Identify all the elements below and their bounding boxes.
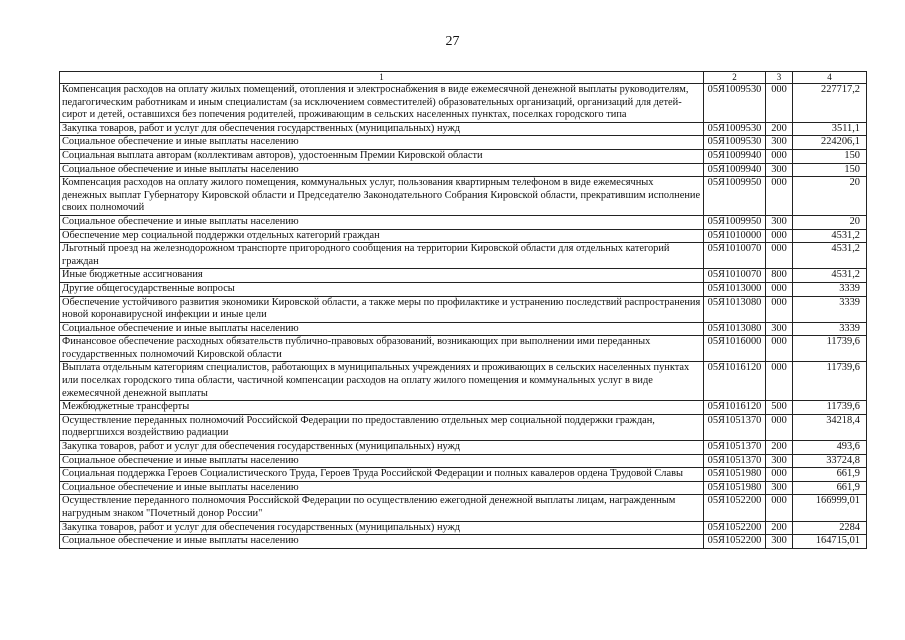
row-expense-type: 000 (766, 282, 793, 296)
row-name: Закупка товаров, работ и услуг для обеспечения государственных (муниципальных) нужд (60, 122, 704, 136)
row-name: Социальное обеспечение и иные выплаты населению (60, 454, 704, 468)
table-row (60, 84, 867, 123)
table-row (60, 441, 867, 455)
table-row (60, 149, 867, 163)
row-amount: 33724,8 (793, 454, 867, 468)
row-amount: 20 (793, 215, 867, 229)
row-amount: 166999,01 (793, 495, 867, 521)
row-name: Выплата отдельным категориям специалистов, работающих в муниципальных учреждениях и проживающих в сельских населенных пунктах или поселках городского типа области, частичной компенсации расходов на оплату жилого помещения и коммунальных услуг в виде ежемесячной денежной выплаты (60, 362, 704, 401)
row-target-code: 05Я1010070 (704, 269, 766, 283)
row-expense-type: 000 (766, 468, 793, 482)
row-name: Социальное обеспечение и иные выплаты населению (60, 163, 704, 177)
row-expense-type: 300 (766, 163, 793, 177)
table-row (60, 215, 867, 229)
column-number-sum: 4 (793, 72, 867, 84)
table-row (60, 414, 867, 440)
row-expense-type: 000 (766, 336, 793, 362)
row-expense-type: 000 (766, 84, 793, 123)
row-target-code: 05Я1052200 (704, 535, 766, 549)
row-expense-type: 300 (766, 322, 793, 336)
table-row (60, 269, 867, 283)
row-target-code: 05Я1051370 (704, 441, 766, 455)
row-expense-type: 000 (766, 495, 793, 521)
row-name: Льготный проезд на железнодорожном транспорте пригородного сообщения на территории Кировской области для отдельных категорий граждан (60, 243, 704, 269)
row-amount: 3511,1 (793, 122, 867, 136)
row-expense-type: 200 (766, 441, 793, 455)
row-amount: 4531,2 (793, 269, 867, 283)
row-name: Обеспечение устойчивого развития экономики Кировской области, а также меры по профилактике и устранению последствий распространения новой коронавирусной инфекции и иные цели (60, 296, 704, 322)
column-number-type: 3 (766, 72, 793, 84)
row-name: Закупка товаров, работ и услуг для обеспечения государственных (муниципальных) нужд (60, 521, 704, 535)
table-row (60, 163, 867, 177)
row-target-code: 05Я1051370 (704, 414, 766, 440)
row-name: Социальное обеспечение и иные выплаты населению (60, 481, 704, 495)
row-amount: 11739,6 (793, 401, 867, 415)
row-target-code: 05Я1009940 (704, 163, 766, 177)
row-name: Социальная поддержка Героев Социалистического Труда, Героев Труда Российской Федерации и полных кавалеров ордена Трудовой Славы (60, 468, 704, 482)
row-amount: 11739,6 (793, 336, 867, 362)
row-target-code: 05Я1009950 (704, 177, 766, 216)
row-expense-type: 300 (766, 454, 793, 468)
row-amount: 4531,2 (793, 243, 867, 269)
row-expense-type: 500 (766, 401, 793, 415)
row-name: Социальное обеспечение и иные выплаты населению (60, 535, 704, 549)
row-expense-type: 200 (766, 122, 793, 136)
row-expense-type: 000 (766, 243, 793, 269)
table-row (60, 362, 867, 401)
row-target-code: 05Я1016120 (704, 401, 766, 415)
row-amount: 493,6 (793, 441, 867, 455)
row-amount: 3339 (793, 296, 867, 322)
row-amount: 661,9 (793, 481, 867, 495)
table-row (60, 243, 867, 269)
table-row (60, 495, 867, 521)
row-target-code: 05Я1009530 (704, 136, 766, 150)
row-expense-type: 000 (766, 229, 793, 243)
table-row (60, 401, 867, 415)
row-amount: 34218,4 (793, 414, 867, 440)
table-row (60, 229, 867, 243)
row-amount: 3339 (793, 282, 867, 296)
row-expense-type: 300 (766, 136, 793, 150)
row-expense-type: 000 (766, 362, 793, 401)
row-amount: 2284 (793, 521, 867, 535)
table-row (60, 296, 867, 322)
row-target-code: 05Я1013000 (704, 282, 766, 296)
row-target-code: 05Я1016000 (704, 336, 766, 362)
row-name: Закупка товаров, работ и услуг для обеспечения государственных (муниципальных) нужд (60, 441, 704, 455)
row-target-code: 05Я1051980 (704, 468, 766, 482)
row-amount: 20 (793, 177, 867, 216)
column-number-code: 2 (704, 72, 766, 84)
table-row (60, 322, 867, 336)
row-expense-type: 000 (766, 296, 793, 322)
row-name: Межбюджетные трансферты (60, 401, 704, 415)
row-name: Обеспечение мер социальной поддержки отдельных категорий граждан (60, 229, 704, 243)
row-name: Компенсация расходов на оплату жилого помещения, коммунальных услуг, пользования квартирным телефоном в виде ежемесячных денежных выплат Губернатору Кировской области и Председателю Законодательного Собрания Кировской области, прекратившим исполнение своих полномочий (60, 177, 704, 216)
row-amount: 4531,2 (793, 229, 867, 243)
table-row (60, 468, 867, 482)
row-target-code: 05Я1051980 (704, 481, 766, 495)
row-name: Иные бюджетные ассигнования (60, 269, 704, 283)
row-target-code: 05Я1010070 (704, 243, 766, 269)
row-amount: 3339 (793, 322, 867, 336)
table-row (60, 535, 867, 549)
table-row (60, 481, 867, 495)
row-target-code: 05Я1016120 (704, 362, 766, 401)
row-target-code: 05Я1009530 (704, 84, 766, 123)
row-name: Социальная выплата авторам (коллективам авторов), удостоенным Премии Кировской области (60, 149, 704, 163)
row-expense-type: 000 (766, 177, 793, 216)
row-expense-type: 800 (766, 269, 793, 283)
row-target-code: 05Я1009940 (704, 149, 766, 163)
budget-table-body (60, 72, 867, 549)
row-target-code: 05Я1010000 (704, 229, 766, 243)
row-amount: 150 (793, 149, 867, 163)
row-expense-type: 300 (766, 535, 793, 549)
row-target-code: 05Я1013080 (704, 322, 766, 336)
row-amount: 661,9 (793, 468, 867, 482)
row-name: Социальное обеспечение и иные выплаты населению (60, 322, 704, 336)
row-expense-type: 000 (766, 149, 793, 163)
row-expense-type: 300 (766, 481, 793, 495)
table-row (60, 521, 867, 535)
row-target-code: 05Я1013080 (704, 296, 766, 322)
table-row (60, 454, 867, 468)
row-target-code: 05Я1051370 (704, 454, 766, 468)
row-target-code: 05Я1052200 (704, 495, 766, 521)
row-target-code: 05Я1052200 (704, 521, 766, 535)
row-expense-type: 000 (766, 414, 793, 440)
page-number: 27 (445, 34, 460, 49)
row-amount: 224206,1 (793, 136, 867, 150)
row-amount: 227717,2 (793, 84, 867, 123)
row-name: Другие общегосударственные вопросы (60, 282, 704, 296)
row-name: Осуществление переданного полномочия Российской Федерации по осуществлению ежегодной денежной выплаты лицам, награжденным нагрудным знаком "Почетный донор России" (60, 495, 704, 521)
column-number-row (60, 72, 867, 84)
table-row (60, 177, 867, 216)
row-expense-type: 200 (766, 521, 793, 535)
row-name: Социальное обеспечение и иные выплаты населению (60, 215, 704, 229)
row-name: Осуществление переданных полномочий Российской Федерации по предоставлению отдельных мер социальной поддержки граждан, подвергшихся воздействию радиации (60, 414, 704, 440)
row-expense-type: 300 (766, 215, 793, 229)
table-row (60, 122, 867, 136)
row-amount: 11739,6 (793, 362, 867, 401)
row-target-code: 05Я1009530 (704, 122, 766, 136)
row-name: Социальное обеспечение и иные выплаты населению (60, 136, 704, 150)
table-row (60, 336, 867, 362)
row-name: Финансовое обеспечение расходных обязательств публично-правовых образований, возникающих при выполнении ими переданных государственных полномочий Кировской области (60, 336, 704, 362)
table-row (60, 136, 867, 150)
row-amount: 164715,01 (793, 535, 867, 549)
budget-table (59, 71, 867, 549)
row-target-code: 05Я1009950 (704, 215, 766, 229)
column-number-name: 1 (60, 72, 704, 84)
row-amount: 150 (793, 163, 867, 177)
table-row (60, 282, 867, 296)
row-name: Компенсация расходов на оплату жилых помещений, отопления и электроснабжения в виде ежемесячной денежной выплаты руководителям, педагогическим работникам и иным специалистам (за исключением совместителей) образовательных организаций, организаций для детей-сирот и детей, оставшихся без попечения родителей, проживающим в сельских населенных пунктах, поселках городского типа (60, 84, 704, 123)
